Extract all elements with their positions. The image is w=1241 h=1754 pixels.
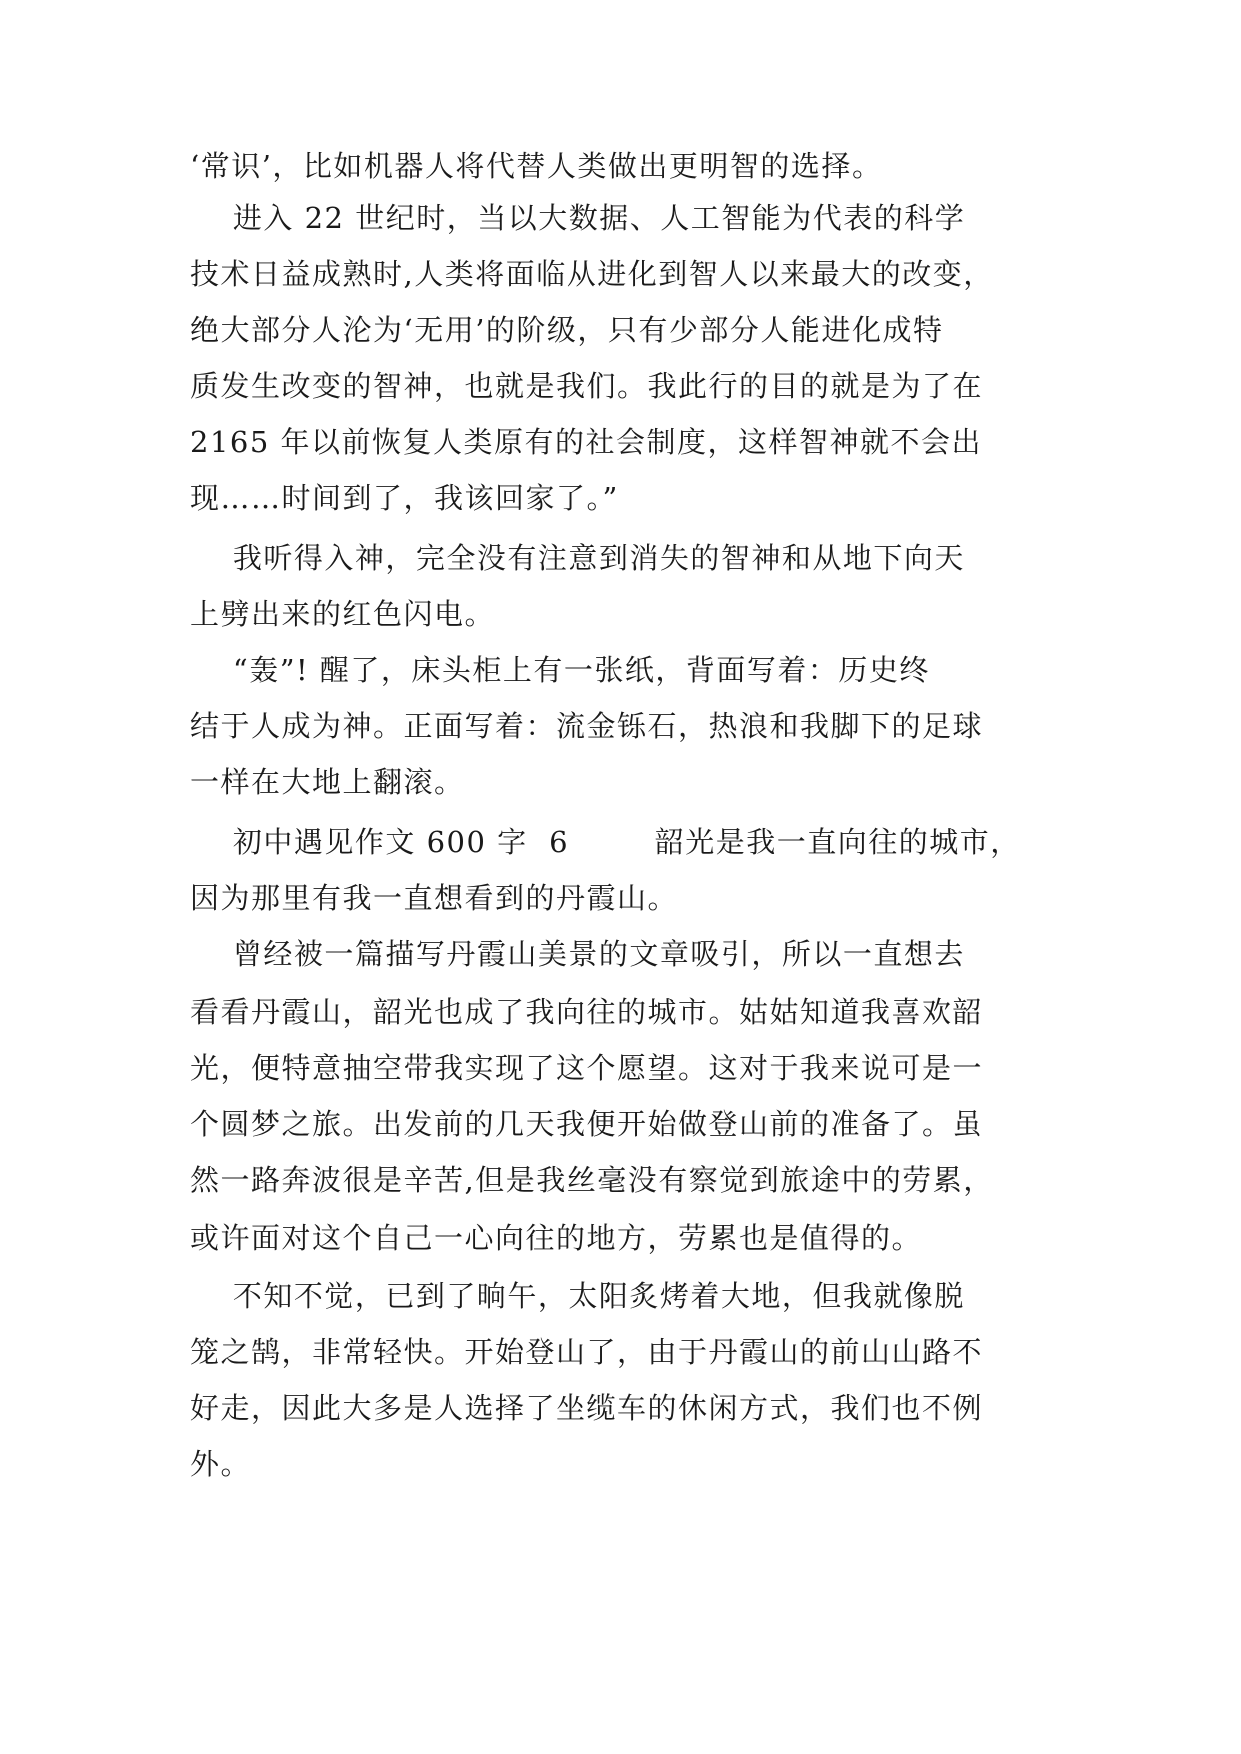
text-line: ‘常识’，比如机器人将代替人类做出更明智的选择。 [190,149,883,183]
text-line: 技术日益成熟时,人类将面临从进化到智人以来最大的改变， [190,257,994,291]
text-line: 外。 [190,1447,252,1481]
text-line: 现……时间到了，我该回家了。” [190,481,619,515]
text-line: 曾经被一篇描写丹霞山美景的文章吸引，所以一直想去 [190,937,965,971]
text-line: 因为那里有我一直想看到的丹霞山。 [190,881,679,915]
text-line: 看看丹霞山，韶光也成了我向往的城市。姑姑知道我喜欢韶 [190,995,984,1029]
text-line: 结于人成为神。正面写着：流金铄石，热浪和我脚下的足球 [190,709,984,743]
text-line: 2165 年以前恢复人类原有的社会制度，这样智神就不会出 [190,425,983,459]
text-line: 我听得入神，完全没有注意到消失的智神和从地下向天 [190,541,965,575]
text-line: 然一路奔波很是辛苦,但是我丝毫没有察觉到旅途中的劳累， [190,1163,994,1197]
text-line: 绝大部分人沦为‘无用’的阶级，只有少部分人能进化成特 [190,313,944,347]
text-line: 一样在大地上翻滚。 [190,765,465,799]
text-line: 初中遇见作文 600 字 6 韶光是我一直向往的城市， [190,825,1021,859]
text-line: 光，便特意抽空带我实现了这个愿望。这对于我来说可是一 [190,1051,984,1085]
text-line: 个圆梦之旅。出发前的几天我便开始做登山前的准备了。虽 [190,1107,984,1141]
text-line: 笼之鹄，非常轻快。开始登山了，由于丹霞山的前山山路不 [190,1335,984,1369]
text-line: 好走，因此大多是人选择了坐缆车的休闲方式，我们也不例 [190,1391,984,1425]
text-line: 进入 22 世纪时，当以大数据、人工智能为代表的科学 [190,201,966,235]
text-line: 上劈出来的红色闪电。 [190,597,496,631]
text-line: 质发生改变的智神，也就是我们。我此行的目的就是为了在 [190,369,984,403]
text-line: “轰”! 醒了，床头柜上有一张纸，背面写着：历史终 [190,653,930,687]
text-line: 或许面对这个自己一心向往的地方，劳累也是值得的。 [190,1221,923,1255]
text-line: 不知不觉，已到了晌午，太阳炙烤着大地，但我就像脱 [190,1279,965,1313]
